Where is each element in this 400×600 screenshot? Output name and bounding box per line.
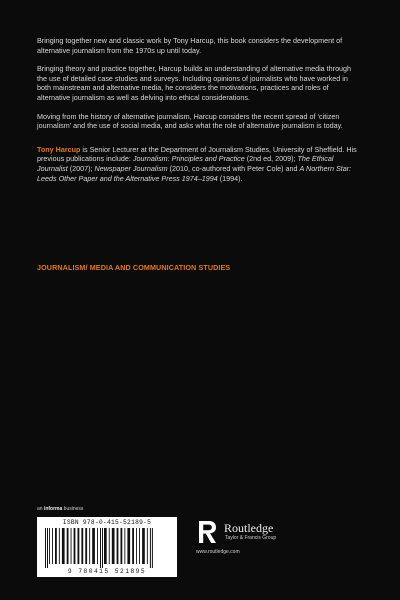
bio-title-1: Journalism: Principles and Practice xyxy=(132,154,245,164)
blurb-paragraph-2: Bringing theory and practice together, Harcup builds an understanding of alternative media through the use of detailed case studies and surveys. Including opinions of journalists who have worked in both mainstream and alternative media, he considers the motivations, practices and roles of alternative journalism as well as delving into ethical considerations. xyxy=(37,64,352,102)
barcode-bar xyxy=(104,528,107,564)
bio-text-4: (2010, co-authored with Peter Cole) and xyxy=(167,163,300,173)
barcode-bar xyxy=(152,528,153,568)
barcode-bar xyxy=(71,528,72,564)
blurb-paragraph-1: Bringing together new and classic work by Tony Harcup, this book considers the development of alternative journalism from the 1970s up until today. xyxy=(37,36,343,55)
barcode-bar xyxy=(62,528,65,564)
bio-text-2: (2nd ed, 2009); xyxy=(244,154,298,164)
barcode-bar xyxy=(132,528,134,564)
barcode-bar xyxy=(124,528,125,564)
informa-brand: informa xyxy=(43,506,63,512)
barcode-bar xyxy=(100,528,101,568)
barcode-bar xyxy=(142,528,145,564)
publisher-url[interactable]: www.routledge.com xyxy=(196,549,240,555)
barcode-bar xyxy=(139,528,140,564)
barcode-bar xyxy=(67,528,69,564)
barcode-bar xyxy=(55,528,57,564)
isbn-barcode xyxy=(37,517,177,577)
bio-title-4: A Northern Star: Leeds Other Paper and the Alternative Press 1974–1994 xyxy=(37,163,352,183)
cover-text xyxy=(37,36,363,192)
barcode-bar xyxy=(147,528,148,564)
barcode-bar xyxy=(136,528,137,564)
bio-title-2: The Ethical Journalist xyxy=(37,154,334,173)
barcode-bar xyxy=(117,528,119,564)
barcode-bar xyxy=(85,528,87,564)
barcode-bar xyxy=(102,528,103,568)
barcode-bar xyxy=(112,528,115,564)
routledge-logo-icon xyxy=(196,519,220,545)
barcode-bar xyxy=(45,528,46,568)
bio-title-3: Newspaper Journalism xyxy=(94,163,168,173)
barcode-bar xyxy=(109,528,110,564)
isbn-digits: 9 780415 521895 xyxy=(67,568,147,575)
barcode-bar xyxy=(121,528,123,564)
bio-text-1: is Senior Lecturer at the Department of Journalism Studies, University of Sheffield. His previous publications include: xyxy=(37,144,357,164)
barcode-bar xyxy=(59,528,60,564)
barcode-bar xyxy=(89,528,90,564)
barcode-bar xyxy=(49,528,50,564)
informa-business-line xyxy=(37,506,83,512)
barcode-bar xyxy=(78,528,80,564)
barcode-bar xyxy=(47,528,48,568)
barcode-bar xyxy=(74,528,76,564)
barcode-bar xyxy=(150,528,151,568)
publisher-group: Taylor & Francis Group xyxy=(225,535,277,541)
isbn-label: ISBN 978-0-415-52189-5 xyxy=(62,519,152,526)
informa-suffix: business xyxy=(62,506,84,512)
bio-text-5: (1994). xyxy=(217,173,243,183)
barcode-bars xyxy=(41,528,173,568)
bio-text-3: (2007); xyxy=(67,163,95,173)
blurb-paragraph-3: Moving from the history of alternative journalism, Harcup considers the recent spread of ‘citizen journalism’ and the use of social media, and asks what the role of alternative journalism is today. xyxy=(37,111,343,131)
author-bio xyxy=(37,145,363,183)
informa-prefix: an xyxy=(37,506,44,512)
barcode-bar xyxy=(127,528,130,564)
barcode-bar xyxy=(52,528,53,564)
barcode-bar xyxy=(97,528,98,564)
publisher-name: Routledge xyxy=(224,521,274,535)
barcode-bar xyxy=(81,528,83,564)
author-name: Tony Harcup xyxy=(37,144,81,154)
subject-category: JOURNALISM/ MEDIA AND COMMUNICATION STUDIES xyxy=(37,263,231,272)
barcode-bar xyxy=(92,528,95,564)
